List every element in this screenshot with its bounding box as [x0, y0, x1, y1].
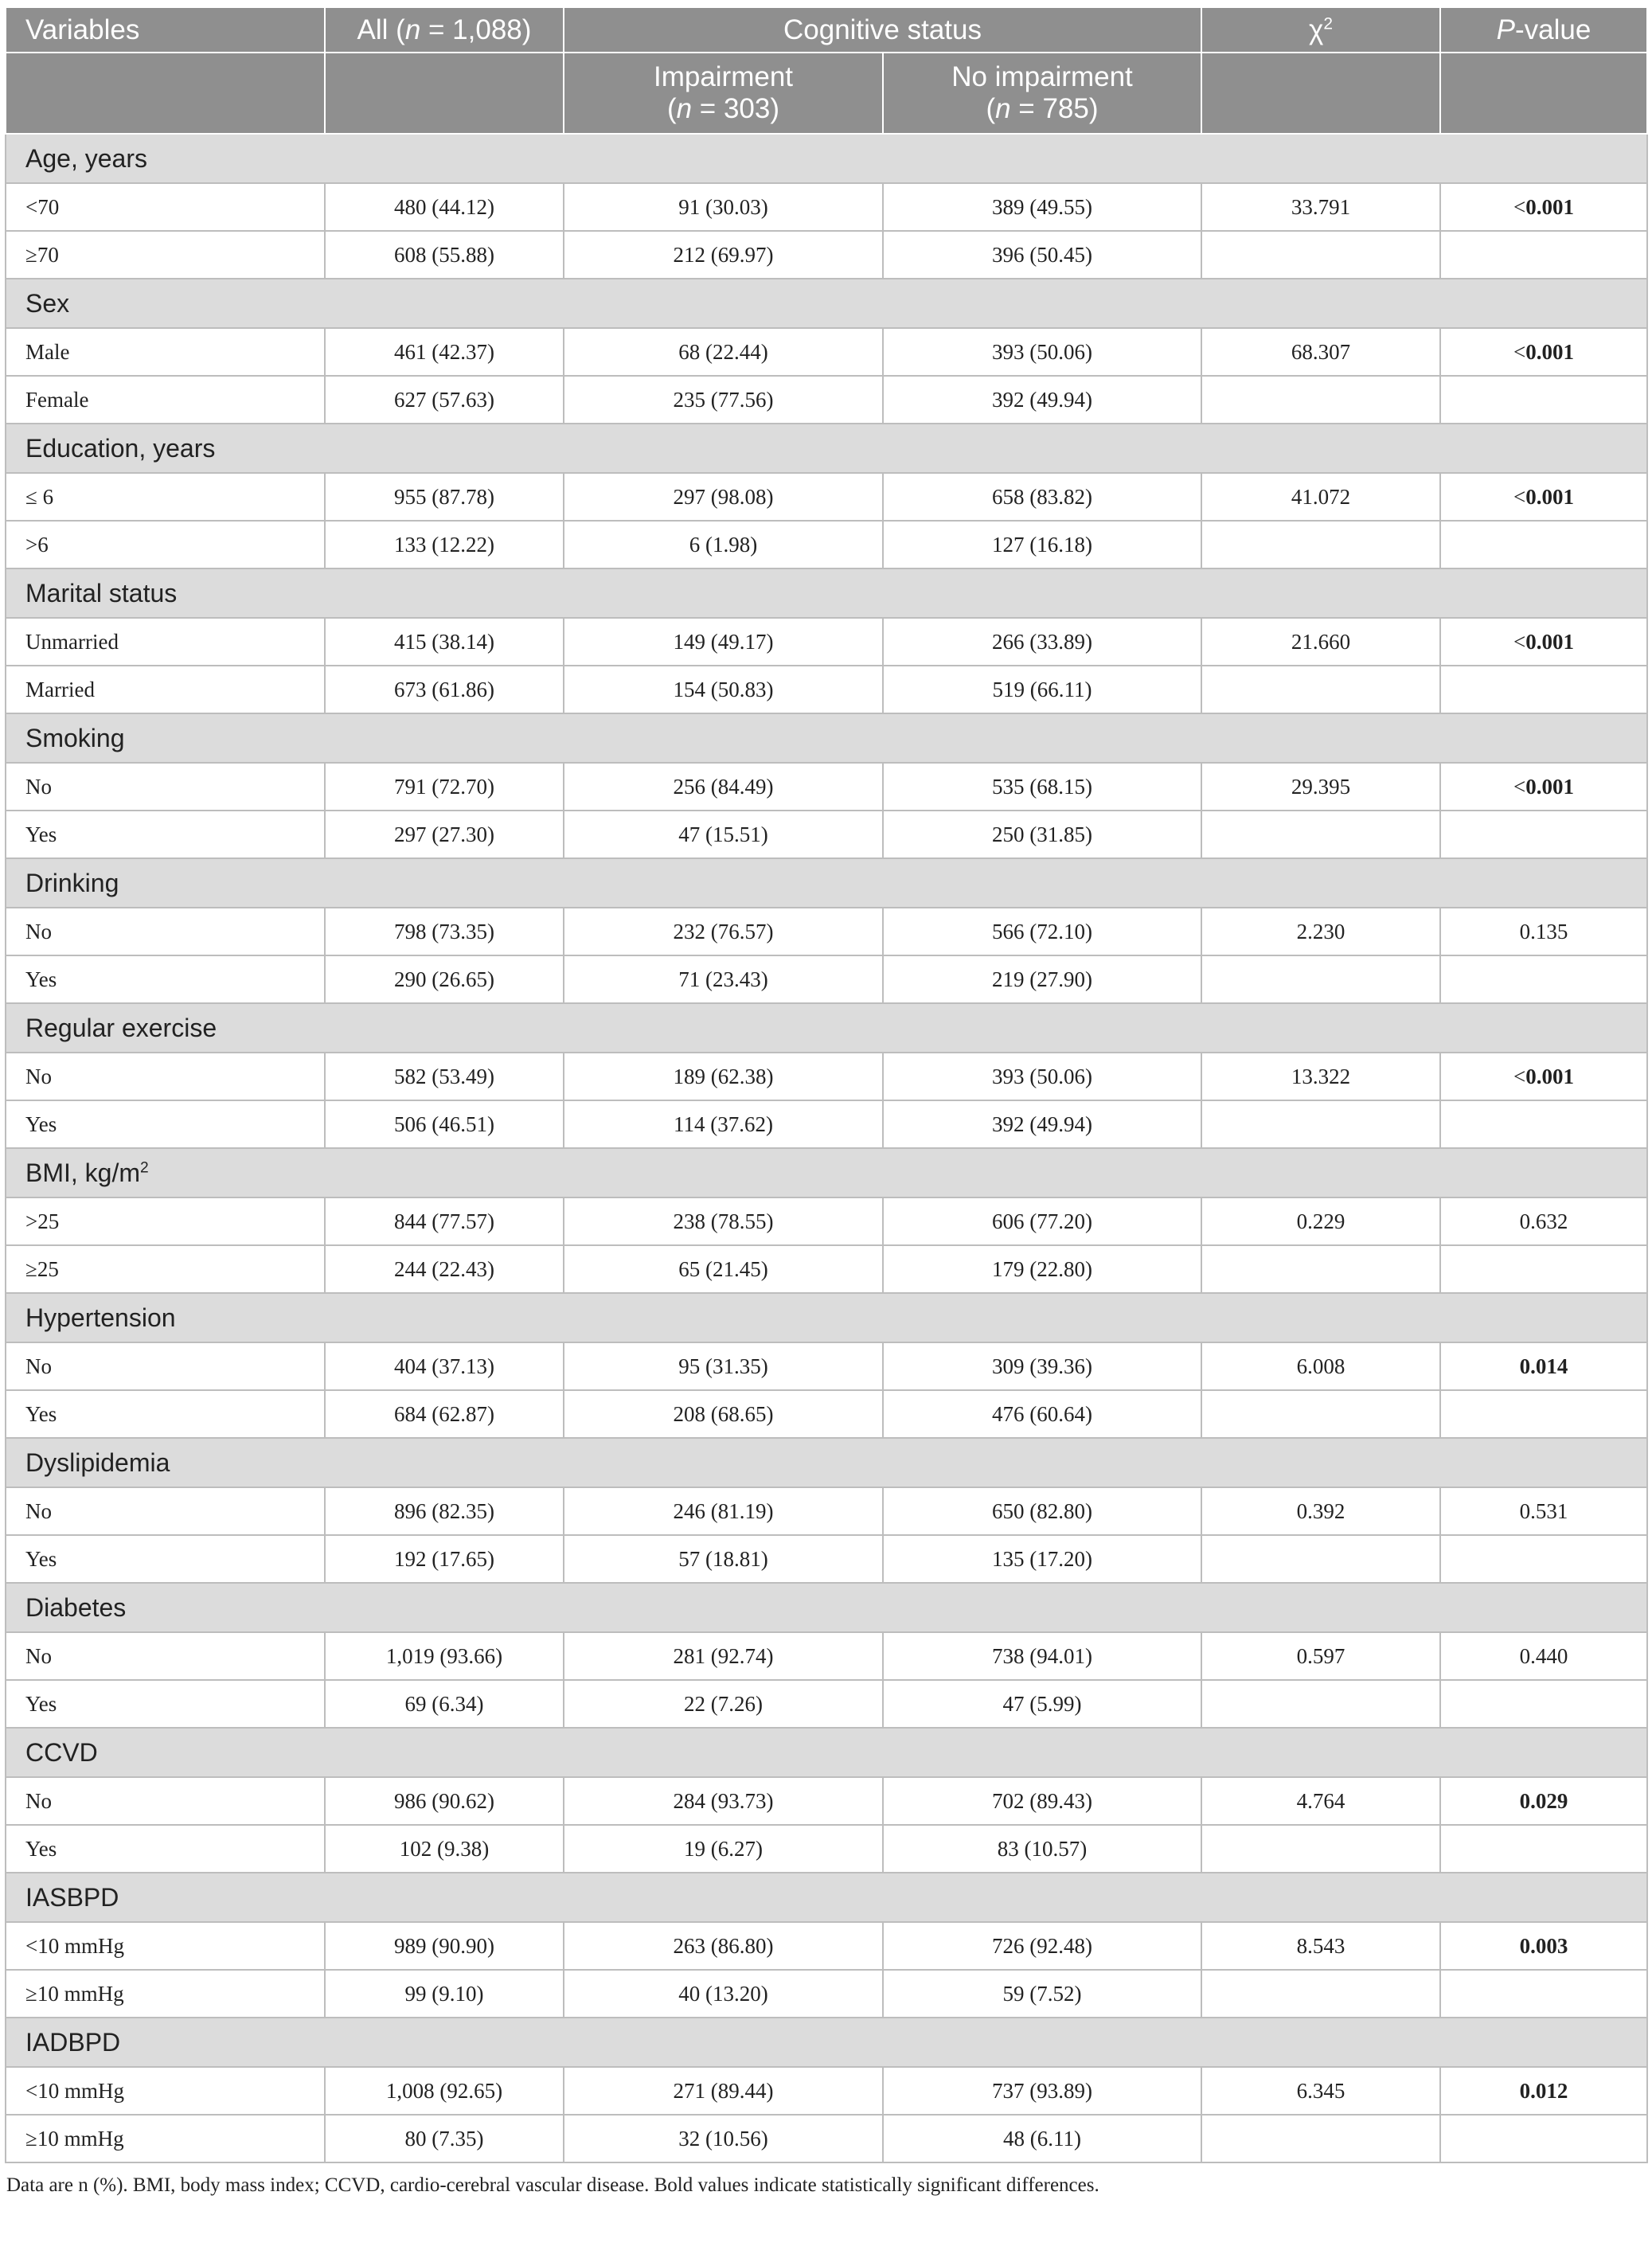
cell-no-impairment: 702 (89.43): [883, 1777, 1201, 1825]
cell-p-value: [1440, 1390, 1647, 1438]
cell-all: 791 (72.70): [325, 763, 564, 811]
cell-label: No: [6, 1487, 325, 1535]
cell-all: 69 (6.34): [325, 1680, 564, 1728]
p-value-number: 0.012: [1519, 2078, 1568, 2103]
group-header-row: [6, 2018, 1647, 2067]
header-no-impairment: No impairment (n = 785): [883, 53, 1201, 134]
cell-no-impairment: 566 (72.10): [883, 908, 1201, 955]
group-header-row: [6, 1583, 1647, 1632]
group-title-superscript: 2: [140, 1158, 149, 1176]
p-value-number: 0.014: [1519, 1354, 1568, 1378]
cell-chi-square: [1201, 1970, 1440, 2018]
cell-p-value: [1440, 376, 1647, 424]
p-value-number: 0.001: [1525, 194, 1574, 219]
p-value-number: 0.632: [1519, 1209, 1568, 1233]
cell-p-value: [1440, 666, 1647, 713]
cell-chi-square: 0.597: [1201, 1632, 1440, 1680]
cell-no-impairment: 135 (17.20): [883, 1535, 1201, 1583]
cell-no-impairment: 737 (93.89): [883, 2067, 1201, 2115]
cell-chi-square: [1201, 955, 1440, 1003]
cell-p-value: [1440, 328, 1647, 376]
cell-impairment: 284 (93.73): [564, 1777, 883, 1825]
cell-label: <10 mmHg: [6, 1922, 325, 1970]
table-container: [5, 6, 1646, 2197]
group-header-row: [6, 713, 1647, 763]
cell-all: 506 (46.51): [325, 1100, 564, 1148]
cell-all: 244 (22.43): [325, 1245, 564, 1293]
cell-label: ≥70: [6, 231, 325, 279]
cell-chi-square: 21.660: [1201, 618, 1440, 666]
cell-label: Yes: [6, 811, 325, 858]
group-title: [6, 1873, 1647, 1922]
group-title: [6, 1728, 1647, 1777]
p-value-number: 0.003: [1519, 1933, 1568, 1958]
cell-no-impairment: 738 (94.01): [883, 1632, 1201, 1680]
group-title: [6, 1583, 1647, 1632]
cell-label: Yes: [6, 1535, 325, 1583]
cell-chi-square: [1201, 376, 1440, 424]
cell-p-value: [1440, 1970, 1647, 2018]
cell-p-value: [1440, 763, 1647, 811]
cell-impairment: 71 (23.43): [564, 955, 883, 1003]
group-header-row: [6, 134, 1647, 183]
group-header-row: [6, 1438, 1647, 1487]
cell-chi-square: 8.543: [1201, 1922, 1440, 1970]
cell-label: Yes: [6, 1390, 325, 1438]
cell-p-value: [1440, 1053, 1647, 1100]
cell-p-value: [1440, 183, 1647, 231]
cell-no-impairment: 309 (39.36): [883, 1342, 1201, 1390]
table-row: [6, 1777, 1647, 1825]
cell-chi-square: [1201, 1535, 1440, 1583]
cell-impairment: 189 (62.38): [564, 1053, 883, 1100]
cell-no-impairment: 392 (49.94): [883, 1100, 1201, 1148]
p-value-number: 0.001: [1525, 629, 1574, 654]
cell-all: 404 (37.13): [325, 1342, 564, 1390]
cell-label: Female: [6, 376, 325, 424]
header-impairment: Impairment (n = 303): [564, 53, 883, 134]
cell-p-value: [1440, 521, 1647, 568]
group-title: [6, 279, 1647, 328]
cell-impairment: 212 (69.97): [564, 231, 883, 279]
cell-p-value: [1440, 908, 1647, 955]
cell-impairment: 22 (7.26): [564, 1680, 883, 1728]
table-row: [6, 473, 1647, 521]
cell-impairment: 68 (22.44): [564, 328, 883, 376]
cell-no-impairment: 59 (7.52): [883, 1970, 1201, 2018]
cell-chi-square: [1201, 811, 1440, 858]
group-title-text: CCVD: [25, 1737, 98, 1767]
table-row: [6, 1487, 1647, 1535]
table-row: [6, 1535, 1647, 1583]
cell-no-impairment: 392 (49.94): [883, 376, 1201, 424]
group-header-row: [6, 1873, 1647, 1922]
cell-chi-square: 6.008: [1201, 1342, 1440, 1390]
table-row: [6, 666, 1647, 713]
cell-impairment: 256 (84.49): [564, 763, 883, 811]
p-value-number: 0.001: [1525, 484, 1574, 509]
cell-no-impairment: 535 (68.15): [883, 763, 1201, 811]
cell-chi-square: 4.764: [1201, 1777, 1440, 1825]
table-row: [6, 376, 1647, 424]
cell-label: >25: [6, 1197, 325, 1245]
group-header-row: [6, 279, 1647, 328]
group-title-text: Regular exercise: [25, 1013, 217, 1042]
group-title-text: Hypertension: [25, 1303, 176, 1332]
cell-all: 1,019 (93.66): [325, 1632, 564, 1680]
cell-p-value: [1440, 1342, 1647, 1390]
cell-p-value: [1440, 811, 1647, 858]
header-all: All (n = 1,088): [325, 7, 564, 53]
cell-no-impairment: 127 (16.18): [883, 521, 1201, 568]
group-title: [6, 1003, 1647, 1053]
cell-p-value: [1440, 1487, 1647, 1535]
header-blank: [6, 53, 325, 134]
p-value-number: 0.001: [1525, 774, 1574, 799]
p-value-number: 0.440: [1519, 1643, 1568, 1668]
group-title: [6, 1293, 1647, 1342]
cell-p-value: [1440, 618, 1647, 666]
table-row: [6, 1100, 1647, 1148]
table-row: [6, 955, 1647, 1003]
cell-all: 844 (77.57): [325, 1197, 564, 1245]
group-title: [6, 134, 1647, 183]
group-title-text: Marital status: [25, 578, 178, 607]
cell-impairment: 6 (1.98): [564, 521, 883, 568]
cell-all: 608 (55.88): [325, 231, 564, 279]
header-blank: [325, 53, 564, 134]
cell-no-impairment: 650 (82.80): [883, 1487, 1201, 1535]
cell-chi-square: [1201, 521, 1440, 568]
group-header-row: [6, 424, 1647, 473]
cell-impairment: 263 (86.80): [564, 1922, 883, 1970]
cell-impairment: 65 (21.45): [564, 1245, 883, 1293]
cell-label: ≤ 6: [6, 473, 325, 521]
group-header-row: [6, 1148, 1647, 1197]
cell-no-impairment: 476 (60.64): [883, 1390, 1201, 1438]
cell-impairment: 19 (6.27): [564, 1825, 883, 1873]
table-row: [6, 521, 1647, 568]
p-value-number: 0.135: [1519, 919, 1568, 943]
cell-label: No: [6, 1053, 325, 1100]
cell-chi-square: 0.392: [1201, 1487, 1440, 1535]
p-value-number: 0.029: [1519, 1788, 1568, 1813]
cell-label: <70: [6, 183, 325, 231]
p-value-prefix: <: [1513, 629, 1526, 654]
cell-chi-square: 68.307: [1201, 328, 1440, 376]
cell-chi-square: 33.791: [1201, 183, 1440, 231]
cell-chi-square: [1201, 1245, 1440, 1293]
cell-impairment: 154 (50.83): [564, 666, 883, 713]
table-row: [6, 2115, 1647, 2162]
table-row: [6, 1970, 1647, 2018]
group-header-row: [6, 858, 1647, 908]
group-title: [6, 1148, 1647, 1197]
cell-label: Married: [6, 666, 325, 713]
cell-all: 297 (27.30): [325, 811, 564, 858]
cell-label: ≥25: [6, 1245, 325, 1293]
cell-impairment: 246 (81.19): [564, 1487, 883, 1535]
cell-no-impairment: 606 (77.20): [883, 1197, 1201, 1245]
group-title-text: BMI, kg/m: [25, 1158, 141, 1187]
data-table: [5, 6, 1648, 2163]
cell-no-impairment: 48 (6.11): [883, 2115, 1201, 2162]
group-header-row: [6, 568, 1647, 618]
cell-chi-square: 29.395: [1201, 763, 1440, 811]
table-body: [6, 134, 1647, 2162]
cell-label: >6: [6, 521, 325, 568]
table-row: [6, 231, 1647, 279]
p-value-number: 0.531: [1519, 1498, 1568, 1523]
cell-chi-square: [1201, 1825, 1440, 1873]
cell-chi-square: [1201, 1100, 1440, 1148]
cell-impairment: 91 (30.03): [564, 183, 883, 231]
cell-no-impairment: 396 (50.45): [883, 231, 1201, 279]
p-value-prefix: <: [1513, 1064, 1526, 1088]
cell-label: Yes: [6, 1100, 325, 1148]
table-header: [6, 7, 1647, 134]
cell-label: <10 mmHg: [6, 2067, 325, 2115]
group-title: [6, 858, 1647, 908]
group-title: [6, 2018, 1647, 2067]
cell-label: No: [6, 908, 325, 955]
p-value-prefix: <: [1513, 339, 1526, 364]
p-value-prefix: <: [1513, 774, 1526, 799]
group-title-text: Drinking: [25, 868, 119, 897]
cell-label: Yes: [6, 1680, 325, 1728]
cell-chi-square: [1201, 666, 1440, 713]
group-title-text: IASBPD: [25, 1882, 119, 1912]
cell-no-impairment: 393 (50.06): [883, 1053, 1201, 1100]
cell-p-value: [1440, 1777, 1647, 1825]
cell-no-impairment: 266 (33.89): [883, 618, 1201, 666]
table-row: [6, 1680, 1647, 1728]
cell-p-value: [1440, 1632, 1647, 1680]
table-row: [6, 1922, 1647, 1970]
cell-all: 798 (73.35): [325, 908, 564, 955]
cell-p-value: [1440, 2115, 1647, 2162]
cell-all: 955 (87.78): [325, 473, 564, 521]
cell-chi-square: 0.229: [1201, 1197, 1440, 1245]
cell-no-impairment: 250 (31.85): [883, 811, 1201, 858]
group-header-row: [6, 1728, 1647, 1777]
cell-label: Male: [6, 328, 325, 376]
cell-impairment: 235 (77.56): [564, 376, 883, 424]
cell-no-impairment: 519 (66.11): [883, 666, 1201, 713]
cell-chi-square: 13.322: [1201, 1053, 1440, 1100]
cell-all: 986 (90.62): [325, 1777, 564, 1825]
cell-impairment: 149 (49.17): [564, 618, 883, 666]
header-p-value: P-value: [1440, 7, 1647, 53]
p-value-number: 0.001: [1525, 1064, 1574, 1088]
header-chi-square: $\chi^2$: [1201, 7, 1440, 53]
header-blank: [1201, 53, 1440, 134]
cell-all: 80 (7.35): [325, 2115, 564, 2162]
table-row: [6, 1390, 1647, 1438]
cell-impairment: 238 (78.55): [564, 1197, 883, 1245]
group-title-text: IADBPD: [25, 2027, 121, 2057]
cell-label: Yes: [6, 955, 325, 1003]
table-row: [6, 618, 1647, 666]
cell-no-impairment: 219 (27.90): [883, 955, 1201, 1003]
cell-impairment: 114 (37.62): [564, 1100, 883, 1148]
p-value-prefix: <: [1513, 194, 1526, 219]
group-title: [6, 568, 1647, 618]
cell-label: No: [6, 1632, 325, 1680]
group-title-text: Education, years: [25, 433, 216, 463]
cell-p-value: [1440, 2067, 1647, 2115]
cell-chi-square: [1201, 1390, 1440, 1438]
cell-all: 290 (26.65): [325, 955, 564, 1003]
table-row: [6, 2067, 1647, 2115]
group-title-text: Smoking: [25, 723, 125, 752]
group-title-text: Dyslipidemia: [25, 1447, 170, 1477]
cell-p-value: [1440, 1535, 1647, 1583]
table-row: [6, 811, 1647, 858]
cell-p-value: [1440, 1197, 1647, 1245]
cell-label: ≥10 mmHg: [6, 2115, 325, 2162]
table-row: [6, 908, 1647, 955]
cell-impairment: 271 (89.44): [564, 2067, 883, 2115]
header-cognitive-status: Cognitive status: [564, 7, 1201, 53]
cell-all: 896 (82.35): [325, 1487, 564, 1535]
table-row: [6, 328, 1647, 376]
p-value-number: 0.001: [1525, 339, 1574, 364]
cell-label: No: [6, 1342, 325, 1390]
cell-chi-square: 41.072: [1201, 473, 1440, 521]
table-row: [6, 1053, 1647, 1100]
cell-no-impairment: 83 (10.57): [883, 1825, 1201, 1873]
cell-impairment: 95 (31.35): [564, 1342, 883, 1390]
cell-label: No: [6, 763, 325, 811]
cell-p-value: [1440, 473, 1647, 521]
cell-p-value: [1440, 1922, 1647, 1970]
cell-no-impairment: 658 (83.82): [883, 473, 1201, 521]
cell-no-impairment: 393 (50.06): [883, 328, 1201, 376]
cell-chi-square: [1201, 231, 1440, 279]
cell-label: No: [6, 1777, 325, 1825]
cell-all: 99 (9.10): [325, 1970, 564, 2018]
group-header-row: [6, 1003, 1647, 1053]
table-row: [6, 1632, 1647, 1680]
cell-impairment: 47 (15.51): [564, 811, 883, 858]
cell-all: 415 (38.14): [325, 618, 564, 666]
header-blank: [1440, 53, 1647, 134]
cell-impairment: 57 (18.81): [564, 1535, 883, 1583]
cell-impairment: 232 (76.57): [564, 908, 883, 955]
cell-all: 461 (42.37): [325, 328, 564, 376]
cell-p-value: [1440, 1825, 1647, 1873]
table-row: [6, 1825, 1647, 1873]
group-title-text: Sex: [25, 288, 70, 318]
cell-p-value: [1440, 955, 1647, 1003]
group-title-text: Age, years: [25, 143, 147, 173]
cell-all: 133 (12.22): [325, 521, 564, 568]
cell-label: Unmarried: [6, 618, 325, 666]
cell-label: ≥10 mmHg: [6, 1970, 325, 2018]
cell-impairment: 281 (92.74): [564, 1632, 883, 1680]
cell-all: 1,008 (92.65): [325, 2067, 564, 2115]
cell-chi-square: 6.345: [1201, 2067, 1440, 2115]
cell-chi-square: [1201, 1680, 1440, 1728]
cell-all: 102 (9.38): [325, 1825, 564, 1873]
cell-impairment: 297 (98.08): [564, 473, 883, 521]
cell-impairment: 40 (13.20): [564, 1970, 883, 2018]
cell-all: 192 (17.65): [325, 1535, 564, 1583]
cell-all: 582 (53.49): [325, 1053, 564, 1100]
table-row: [6, 1197, 1647, 1245]
cell-all: 480 (44.12): [325, 183, 564, 231]
cell-p-value: [1440, 1245, 1647, 1293]
group-title-text: Diabetes: [25, 1592, 127, 1622]
cell-label: Yes: [6, 1825, 325, 1873]
cell-all: 627 (57.63): [325, 376, 564, 424]
table-footnote: Data are n (%). BMI, body mass index; CCVD, cardio-cerebral vascular disease. Bold values indicate statistically significant differences.: [6, 2174, 1099, 2196]
table-row: [6, 183, 1647, 231]
cell-p-value: [1440, 1100, 1647, 1148]
cell-chi-square: 2.230: [1201, 908, 1440, 955]
cell-no-impairment: 179 (22.80): [883, 1245, 1201, 1293]
table-row: [6, 1245, 1647, 1293]
cell-impairment: 32 (10.56): [564, 2115, 883, 2162]
cell-all: 989 (90.90): [325, 1922, 564, 1970]
cell-all: 673 (61.86): [325, 666, 564, 713]
cell-impairment: 208 (68.65): [564, 1390, 883, 1438]
cell-all: 684 (62.87): [325, 1390, 564, 1438]
group-title: [6, 424, 1647, 473]
p-value-prefix: <: [1513, 484, 1526, 509]
group-title: [6, 1438, 1647, 1487]
cell-p-value: [1440, 1680, 1647, 1728]
header-variables: Variables: [6, 7, 325, 53]
cell-no-impairment: 726 (92.48): [883, 1922, 1201, 1970]
cell-chi-square: [1201, 2115, 1440, 2162]
group-header-row: [6, 1293, 1647, 1342]
table-row: [6, 763, 1647, 811]
table-row: [6, 1342, 1647, 1390]
cell-p-value: [1440, 231, 1647, 279]
cell-no-impairment: 389 (49.55): [883, 183, 1201, 231]
group-title: [6, 713, 1647, 763]
cell-no-impairment: 47 (5.99): [883, 1680, 1201, 1728]
